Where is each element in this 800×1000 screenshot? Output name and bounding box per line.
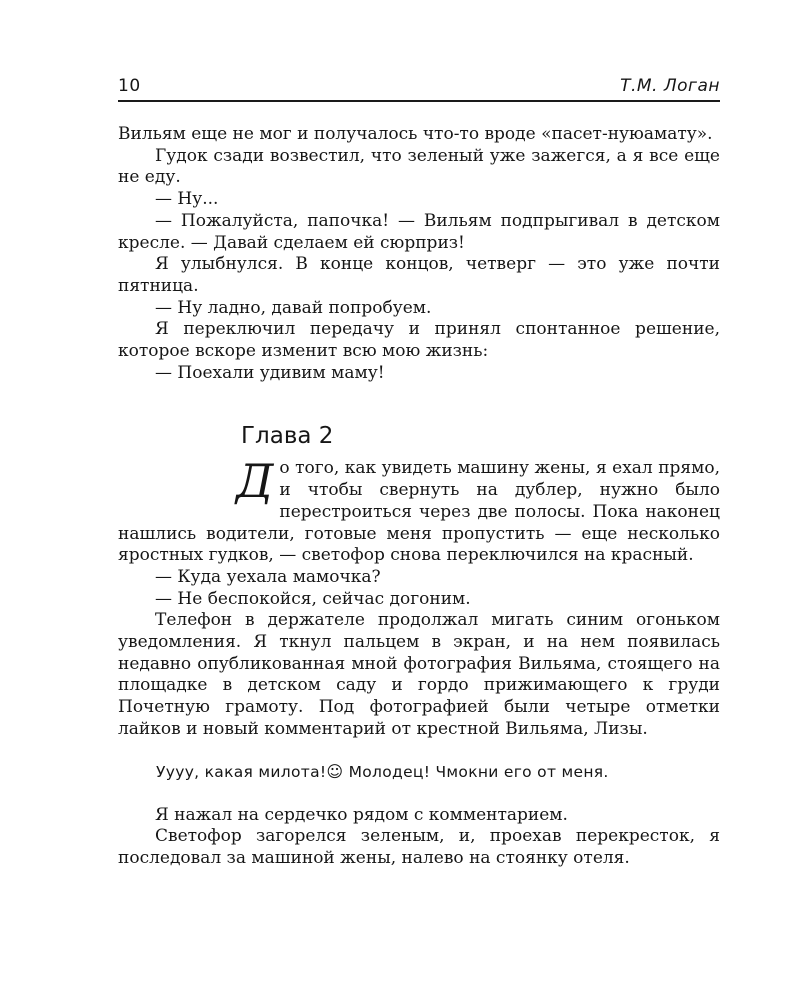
paragraph: Телефон в держателе продолжал мигать синим огоньком уведомления. Я ткнул пальцем в экран, и на нем появилась недавно опубликованная мной фотография Вильяма, стоящего на площадке в детском саду и гордо прижимающего к груди Почетную грамоту. Под фотографией были четыре отметки лайков и новый комментарий от крестной Вильяма, Лизы. [118, 610, 720, 739]
paragraph: Я переключил передачу и принял спонтанное решение, которое вскоре изменит всю мою жизнь: [118, 319, 720, 362]
drop-cap: Д [236, 454, 274, 509]
chapter-first-paragraph [118, 454, 720, 567]
paragraph: Светофор загорелся зеленым, и, проехав перекресток, я последовал за машиной жены, налево на стоянку отеля. [118, 826, 720, 868]
chapter-first-paragraph-text: о того, как увидеть машину жены, я ехал прямо, и чтобы свернуть на дублер, нужно было перестроиться через две полосы. Пока наконец нашлись водители, готовые меня пропустить — еще несколько яростных гудков, — светофор снова переключился на красный. [118, 458, 720, 566]
comment-text-start: Уууу, какая милота! [156, 762, 327, 781]
dialogue-line: — Не беспокойся, сейчас догоним. [155, 588, 471, 609]
dialogue-line: — Пожалуйста, папочка! — Вильям подпрыгивал в детском кресле. — Давай сделаем ей сюрприз! [118, 210, 720, 253]
paragraph: Я нажал на сердечко рядом с комментарием. [155, 804, 568, 825]
comment-message [118, 761, 720, 783]
body-text [118, 124, 720, 870]
paragraph: Я улыбнулся. В конце концов, четверг — это уже почти пятница. [118, 254, 720, 296]
page-number: 10 [118, 76, 141, 96]
paragraph: Вильям еще не мог и получалось что-то вроде «пасет-нуюамату». [118, 124, 713, 144]
dialogue-line: — Куда уехала мамочка? [155, 566, 381, 587]
comment-text-end: Молодец! Чмокни его от меня. [343, 762, 609, 781]
dialogue-line: — Ну ладно, давай попробуем. [155, 297, 432, 318]
paragraph: Гудок сзади возвестил, что зеленый уже зажегся, а я все еще не еду. [118, 145, 720, 188]
author-name: Т.М. Логан [620, 76, 720, 96]
book-page [118, 0, 720, 1000]
running-header [118, 76, 720, 100]
smiley-icon: ☺ [326, 761, 344, 781]
dialogue-line: — Поехали удивим маму! [155, 362, 385, 383]
chapter-title: Глава 2 [241, 423, 334, 450]
dialogue-line: — Ну... [155, 189, 219, 210]
header-rule [118, 100, 720, 102]
